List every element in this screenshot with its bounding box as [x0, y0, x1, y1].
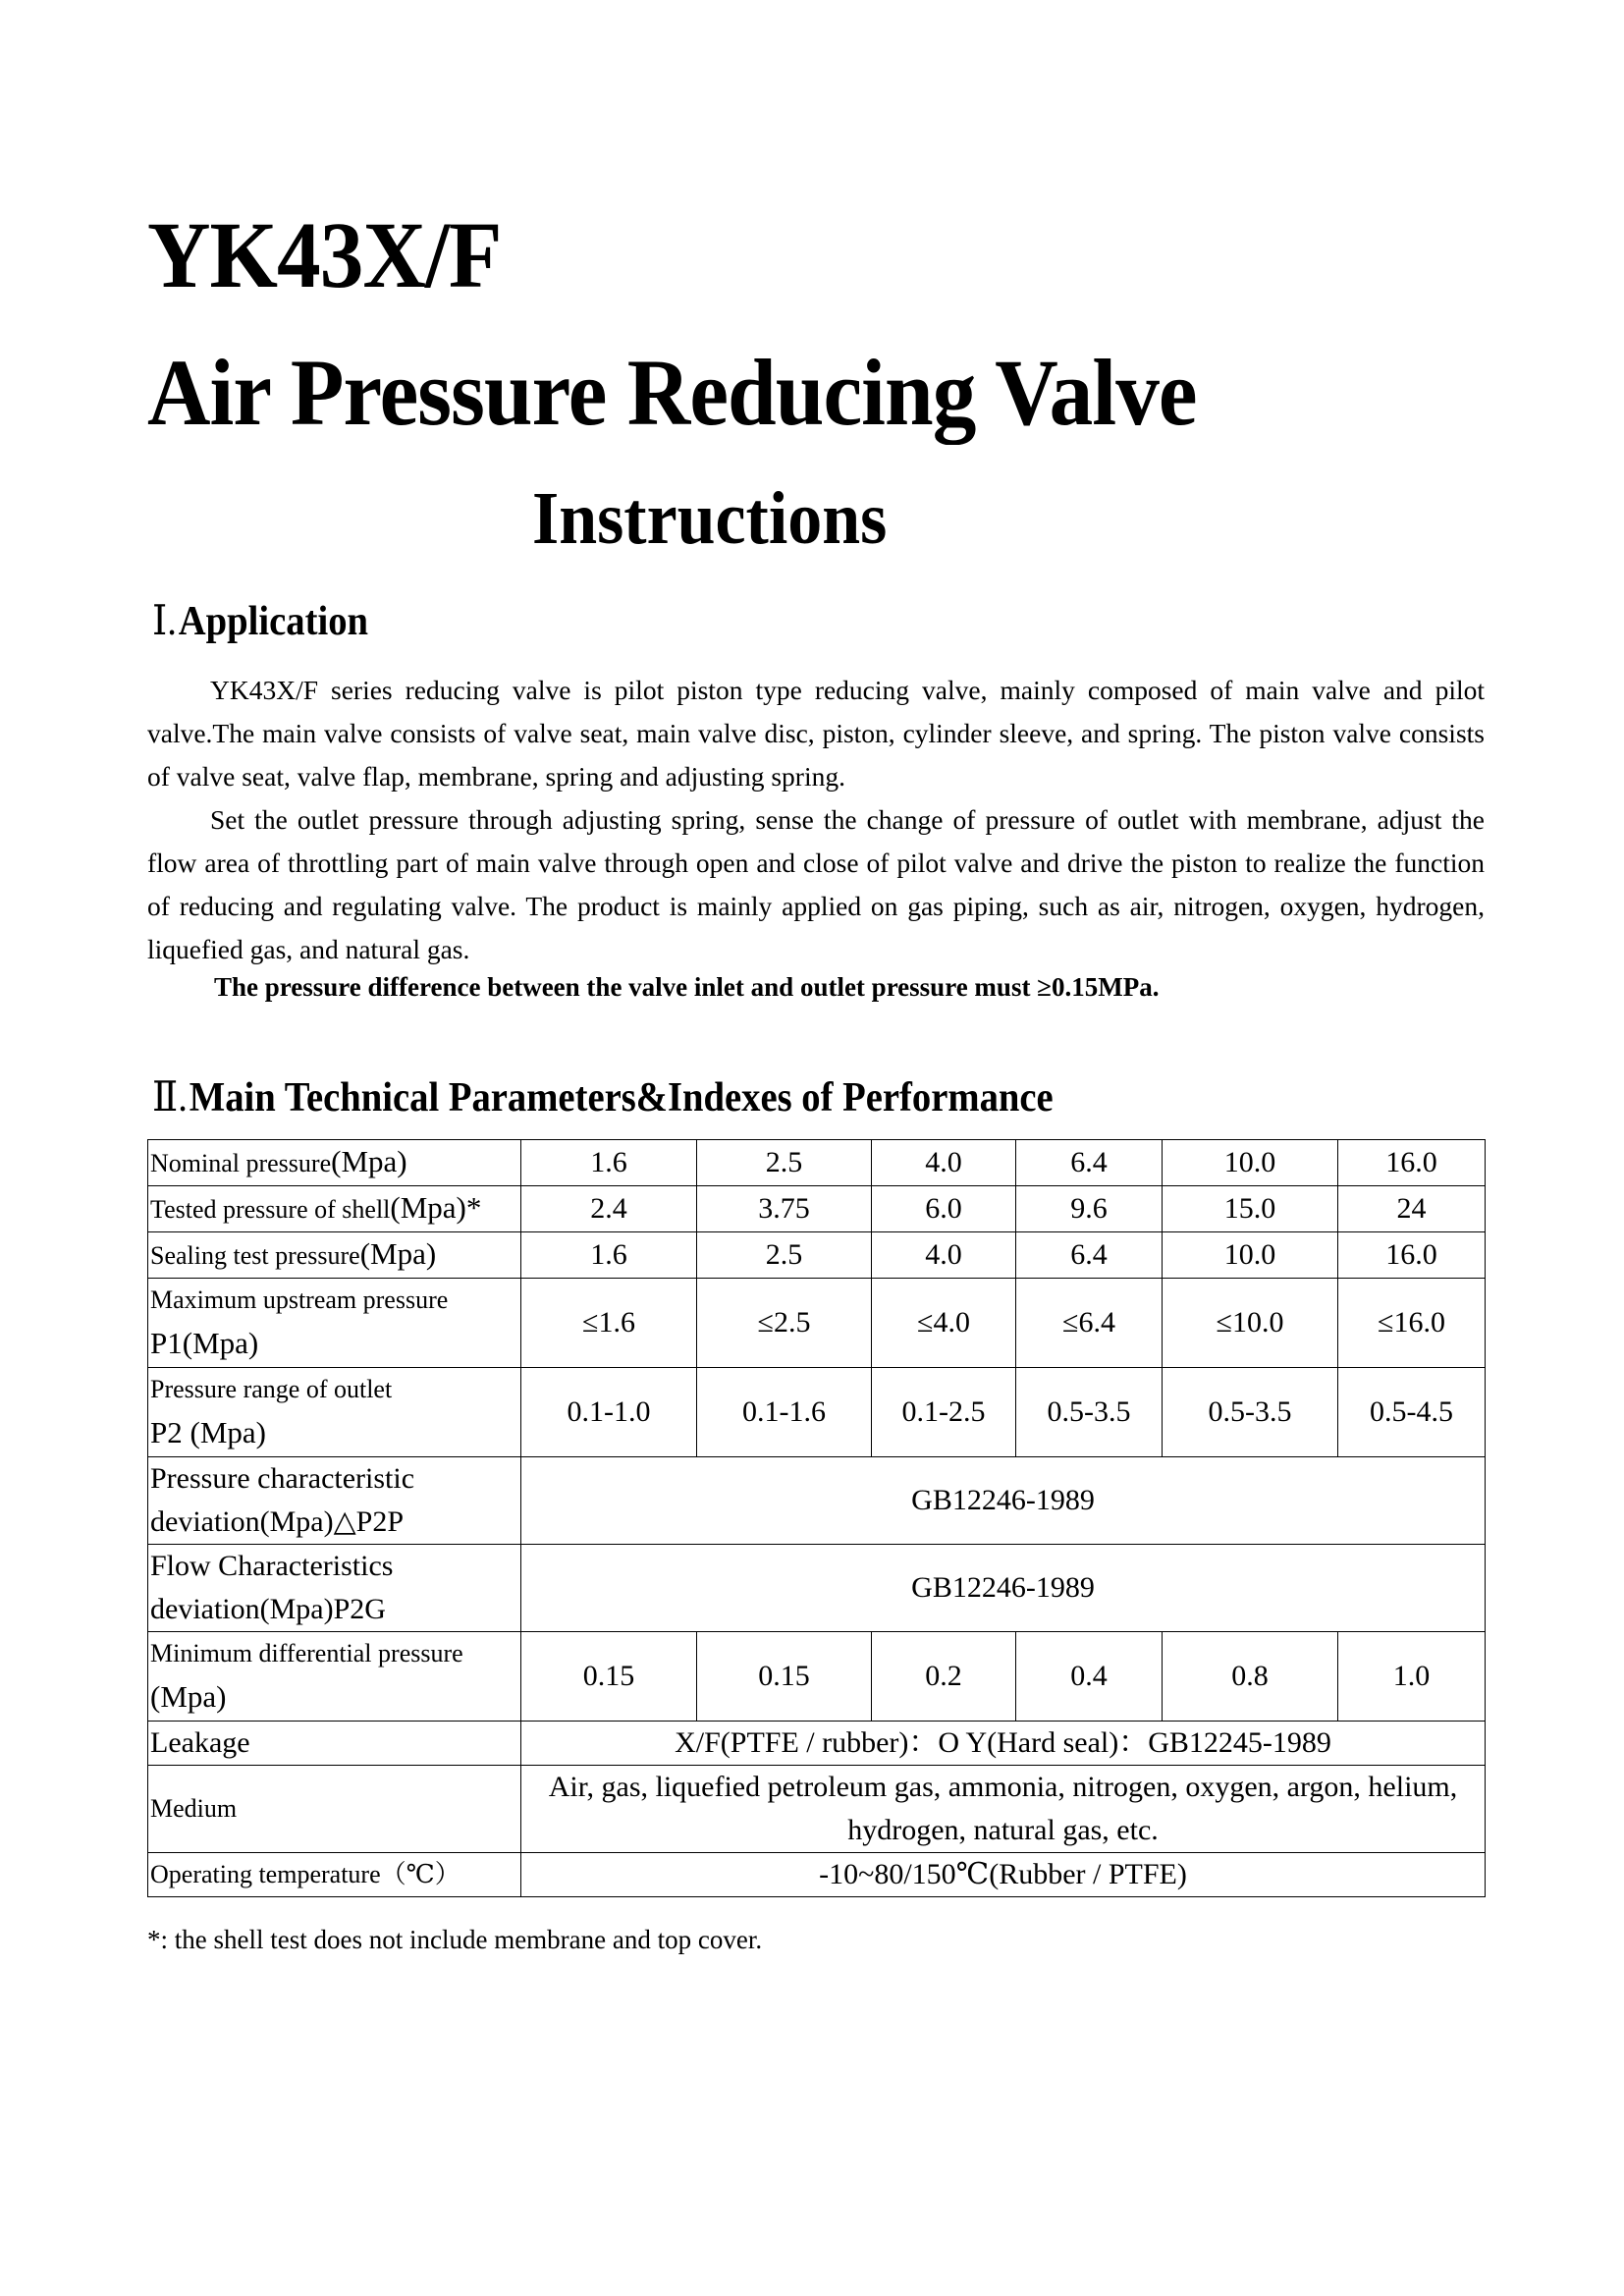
- table-cell: 0.5-4.5: [1338, 1368, 1486, 1457]
- table-cell: 6.4: [1016, 1232, 1163, 1279]
- table-cell: 16.0: [1338, 1140, 1486, 1186]
- table-cell: ≤16.0: [1338, 1279, 1486, 1368]
- table-cell: 10.0: [1163, 1140, 1338, 1186]
- section-parameters-heading: [152, 1077, 1054, 1119]
- table-cell: 2.5: [697, 1140, 872, 1186]
- document-type-title: Instructions: [532, 477, 888, 560]
- table-cell: 15.0: [1163, 1186, 1338, 1232]
- table-row: [148, 1186, 1486, 1232]
- row-label: Operating temperature（℃）: [148, 1853, 521, 1897]
- table-row: [148, 1545, 1486, 1632]
- pressure-difference-note: The pressure difference between the valve inlet and outlet pressure must ≥0.15MPa.: [214, 972, 1160, 1002]
- row-label: Maximum upstream pressure P1(Mpa): [148, 1279, 521, 1368]
- table-cell: ≤4.0: [872, 1279, 1016, 1368]
- merged-cell: X/F(PTFE / rubber)：O Y(Hard seal)：GB12245-1989: [521, 1722, 1486, 1766]
- table-cell: 24: [1338, 1186, 1486, 1232]
- table-cell: 0.5-3.5: [1016, 1368, 1163, 1457]
- table-cell: 0.2: [872, 1632, 1016, 1722]
- row-label: Nominal pressure(Mpa): [148, 1140, 521, 1186]
- section-number: Ⅰ.: [152, 599, 177, 644]
- merged-cell: Air, gas, liquefied petroleum gas, ammonia, nitrogen, oxygen, argon, helium, hydrogen, natural gas, etc.: [521, 1766, 1486, 1853]
- section-number: Ⅱ.: [152, 1075, 188, 1121]
- table-cell: 6.4: [1016, 1140, 1163, 1186]
- table-cell: ≤6.4: [1016, 1279, 1163, 1368]
- merged-cell: GB12246-1989: [521, 1545, 1486, 1632]
- merged-cell: -10~80/150℃(Rubber / PTFE): [521, 1853, 1486, 1897]
- table-cell: 1.6: [521, 1140, 697, 1186]
- merged-cell: GB12246-1989: [521, 1457, 1486, 1545]
- table-cell: 4.0: [872, 1232, 1016, 1279]
- row-label: Pressure range of outlet P2 (Mpa): [148, 1368, 521, 1457]
- table-cell: ≤2.5: [697, 1279, 872, 1368]
- row-label: Tested pressure of shell(Mpa)*: [148, 1186, 521, 1232]
- table-cell: 10.0: [1163, 1232, 1338, 1279]
- table-row: [148, 1853, 1486, 1897]
- table-row: [148, 1140, 1486, 1186]
- table-cell: 4.0: [872, 1140, 1016, 1186]
- row-label: Medium: [148, 1766, 521, 1853]
- table-cell: 16.0: [1338, 1232, 1486, 1279]
- table-row: [148, 1457, 1486, 1545]
- table-cell: 0.15: [521, 1632, 697, 1722]
- table-cell: ≤1.6: [521, 1279, 697, 1368]
- table-cell: 1.6: [521, 1232, 697, 1279]
- table-cell: 0.1-2.5: [872, 1368, 1016, 1457]
- table-cell: ≤10.0: [1163, 1279, 1338, 1368]
- table-cell: 1.0: [1338, 1632, 1486, 1722]
- row-label: Pressure characteristic deviation(Mpa)△P2P: [148, 1457, 521, 1545]
- table-row: [148, 1368, 1486, 1457]
- row-label: Leakage: [148, 1722, 521, 1766]
- table-row: [148, 1279, 1486, 1368]
- row-label: Flow Characteristics deviation(Mpa)P2G: [148, 1545, 521, 1632]
- table-cell: 3.75: [697, 1186, 872, 1232]
- table-cell: 0.5-3.5: [1163, 1368, 1338, 1457]
- section-title: Application: [178, 599, 369, 644]
- table-cell: 2.4: [521, 1186, 697, 1232]
- table-footnote: *: the shell test does not include membrane and top cover.: [147, 1925, 763, 1954]
- row-label: Minimum differential pressure (Mpa): [148, 1632, 521, 1722]
- section-application-heading: [152, 601, 368, 642]
- section-title: Main Technical Parameters&Indexes of Performance: [189, 1075, 1054, 1121]
- application-paragraph: YK43X/F series reducing valve is pilot piston type reducing valve, mainly composed of main valve and pilot valve.The main valve consists of valve seat, main valve disc, piston, cylinder sleeve, and spring. The piston valve consists of valve seat, valve flap, membrane, spring and adjusting spring.: [147, 675, 1485, 792]
- application-text: [147, 669, 1485, 971]
- parameters-table: [147, 1139, 1486, 1897]
- table-cell: 2.5: [697, 1232, 872, 1279]
- table-cell: 0.1-1.0: [521, 1368, 697, 1457]
- table-cell: 0.1-1.6: [697, 1368, 872, 1457]
- table-cell: 9.6: [1016, 1186, 1163, 1232]
- product-title: Air Pressure Reducing Valve: [147, 340, 1197, 445]
- table-row: [148, 1766, 1486, 1853]
- table-cell: 6.0: [872, 1186, 1016, 1232]
- table-row: [148, 1632, 1486, 1722]
- row-label: Sealing test pressure(Mpa): [148, 1232, 521, 1279]
- table-row: [148, 1722, 1486, 1766]
- table-cell: 0.15: [697, 1632, 872, 1722]
- application-paragraph: Set the outlet pressure through adjusting spring, sense the change of pressure of outlet with membrane, adjust the flow area of throttling part of main valve through open and close of pilot valve and drive the piston to realize the function of reducing and regulating valve. The product is mainly applied on gas piping, such as air, nitrogen, oxygen, hydrogen, liquefied gas, and natural gas.: [147, 804, 1485, 964]
- table-cell: 0.8: [1163, 1632, 1338, 1722]
- table-row: [148, 1232, 1486, 1279]
- table-cell: 0.4: [1016, 1632, 1163, 1722]
- model-title: YK43X/F: [147, 202, 502, 307]
